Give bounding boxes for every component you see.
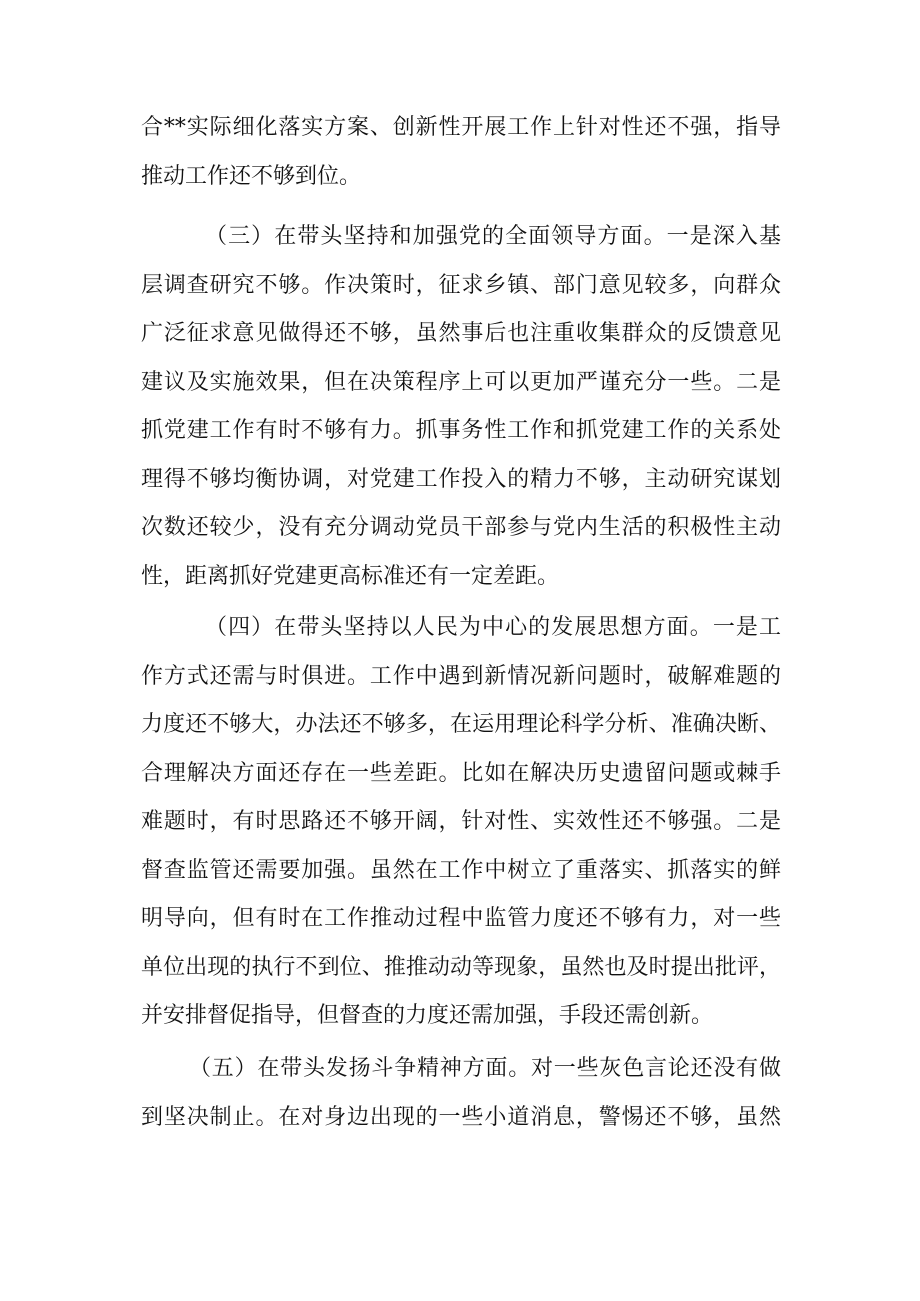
paragraph-line: 到坚决制止。在对身边出现的一些小道消息，警惕还不够，虽然 [141, 1104, 781, 1130]
paragraph-line: 理得不够均衡协调，对党建工作投入的精力不够，主动研究谋划 [141, 466, 781, 492]
paragraph-line: 力度还不够大，办法还不够多，在运用理论科学分析、准确决断、 [141, 712, 781, 737]
paragraph-line: 建议及实施效果，但在决策程序上可以更加严谨充分一些。二是 [141, 369, 781, 395]
paragraph-line: 广泛征求意见做得还不够，虽然事后也注重收集群众的反馈意见 [141, 321, 781, 346]
paragraph-line: 层调查研究不够。作决策时，征求乡镇、部门意见较多，向群众 [141, 272, 781, 298]
paragraph-line: 单位出现的执行不到位、推推动动等现象，虽然也及时提出批评， [141, 954, 781, 980]
paragraph-line: 抓党建工作有时不够有力。抓事务性工作和抓党建工作的关系处 [141, 418, 781, 443]
paragraph-section-three [141, 213, 781, 601]
paragraph-line: 推动工作还不够到位。 [141, 163, 362, 189]
paragraph-line: 合**实际细化落实方案、创新性开展工作上针对性还不强，指导 [141, 115, 781, 140]
paragraph-section-five [141, 1045, 781, 1142]
paragraph-line: 作方式还需与时俱进。工作中遇到新情况新问题时，破解难题的 [141, 663, 781, 689]
paragraph-line: 难题时，有时思路还不够开阔，针对性、实效性还不够强。二是 [141, 809, 781, 834]
paragraph-section-four [141, 604, 781, 1041]
paragraph-line: 次数还较少，没有充分调动党员干部参与党内生活的积极性主动 [141, 515, 781, 540]
paragraph-line: 明导向，但有时在工作推动过程中监管力度还不够有力，对一些 [141, 906, 781, 931]
paragraph-line: 合理解决方面还存在一些差距。比如在解决历史遗留问题或棘手 [141, 760, 781, 786]
paragraph-line: （四）在带头坚持以人民为中心的发展思想方面。一是工 [205, 615, 781, 640]
paragraph-line: 督查监管还需要加强。虽然在工作中树立了重落实、抓落实的鲜 [141, 857, 781, 883]
paragraph-line: 并安排督促指导，但督查的力度还需加强，手段还需创新。 [141, 1003, 714, 1028]
paragraph-line: （五）在带头发扬斗争精神方面。对一些灰色言论还没有做 [189, 1056, 781, 1081]
paragraph-line: （三）在带头坚持和加强党的全面领导方面。一是深入基 [205, 224, 781, 249]
paragraph-continuation [141, 104, 781, 201]
paragraph-line: 性，距离抓好党建更高标准还有一定差距。 [141, 563, 560, 589]
